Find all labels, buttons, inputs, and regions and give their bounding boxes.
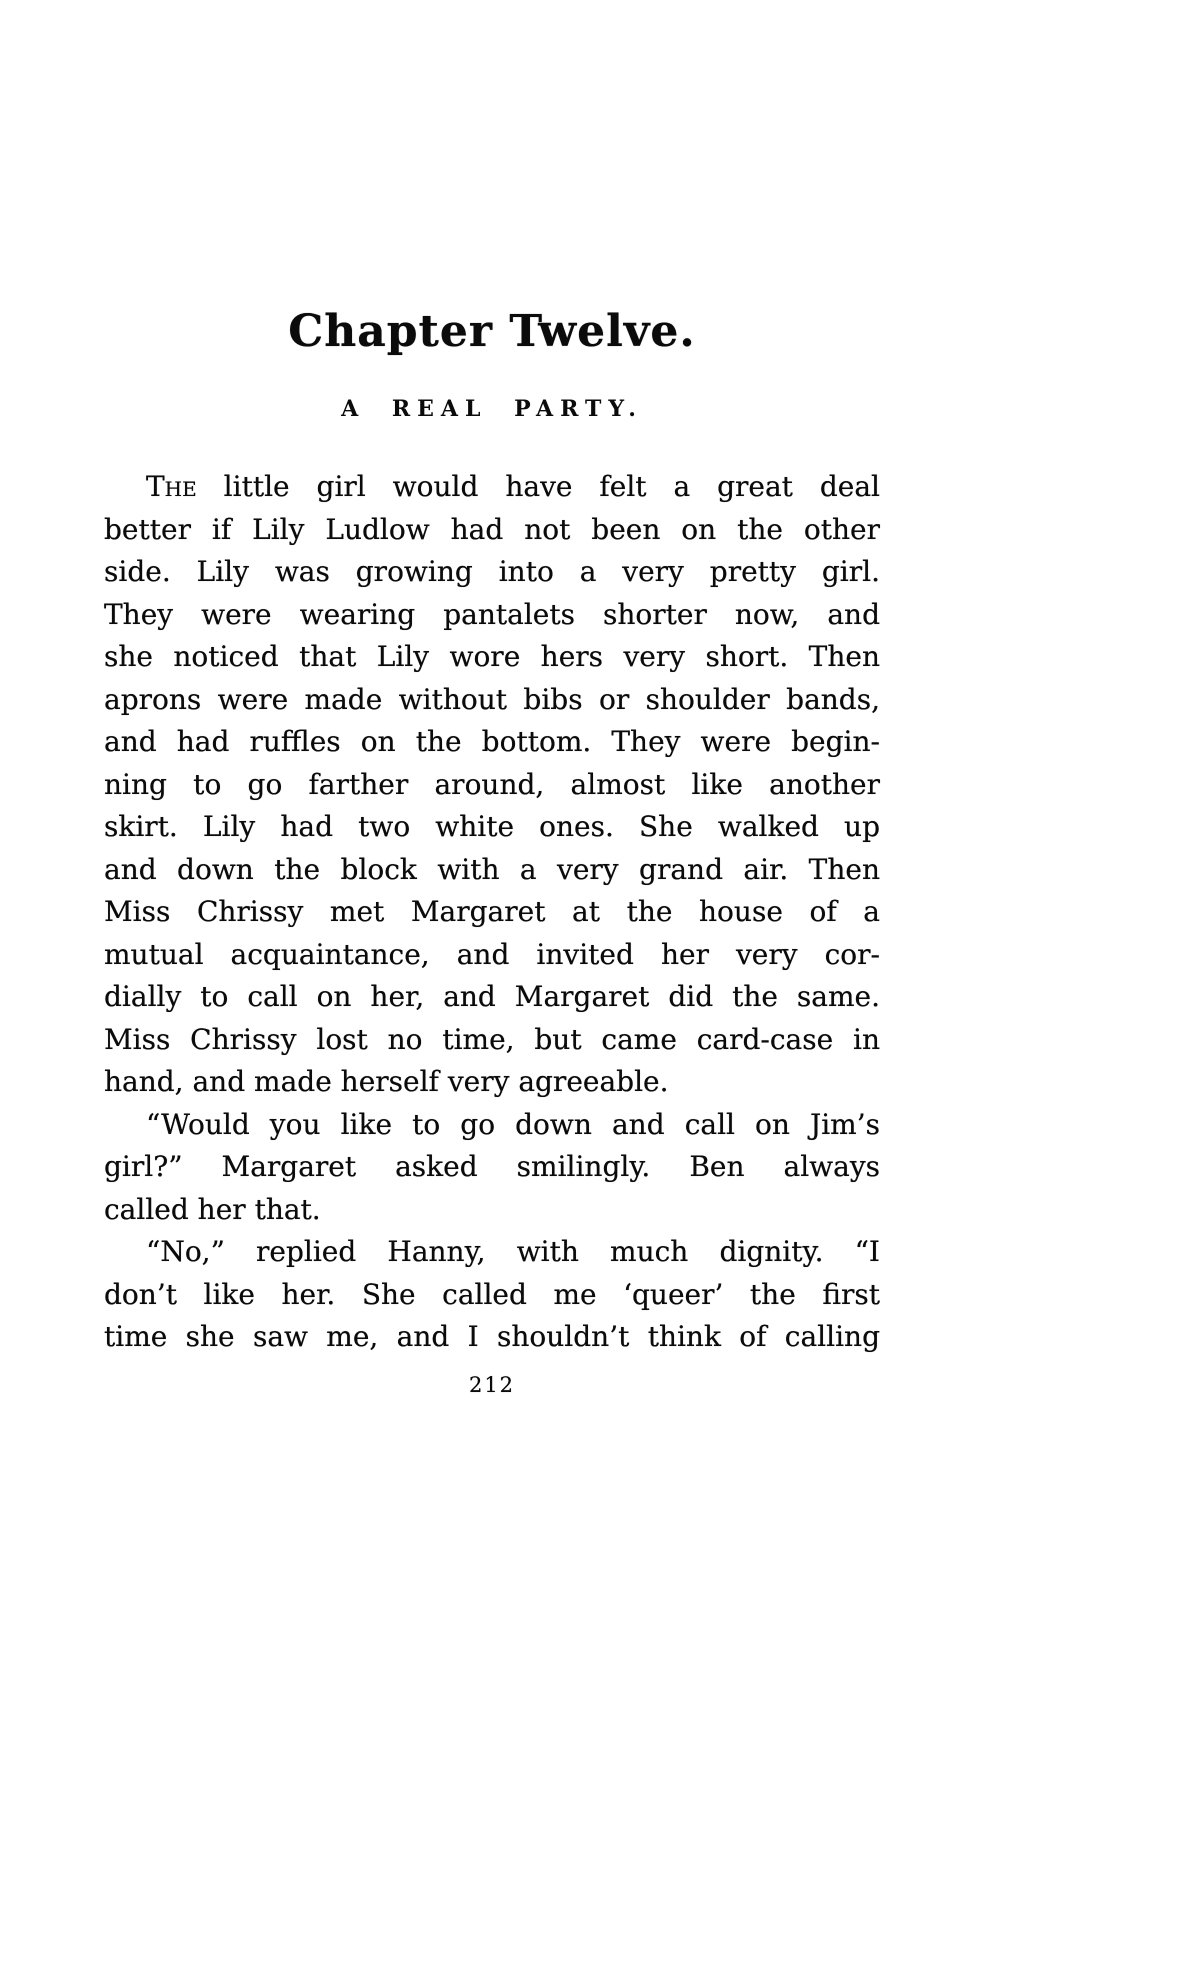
text-line: don’t like her. She called me ‘queer’ the first: [104, 1277, 880, 1311]
text-line: girl?” Margaret asked smilingly. Ben always: [104, 1150, 880, 1183]
page-number: 212: [468, 1372, 516, 1397]
text-line: Miss Chrissy met Margaret at the house of a: [104, 895, 880, 928]
text-line: mutual acquaintance, and invited her very cor-: [104, 937, 880, 971]
text-line: time she saw me, and I shouldn’t think of calling: [104, 1320, 880, 1353]
text-line: better if Lily Ludlow had not been on the other: [104, 512, 880, 546]
text-line: hand, and made herself very agreeable.: [104, 1065, 669, 1098]
paragraph: [104, 1104, 880, 1232]
text-line: The little girl would have felt a great deal: [146, 470, 880, 503]
text-line: called her that.: [104, 1192, 321, 1226]
text-line: “No,” replied Hanny, with much dignity. “I: [146, 1235, 880, 1268]
body-text: [104, 466, 880, 1359]
text-column: [104, 0, 880, 1397]
section-subtitle: A REAL PARTY.: [341, 396, 643, 422]
paragraph: [104, 466, 880, 1104]
text-line: They were wearing pantalets shorter now, and: [104, 597, 880, 631]
text-line: aprons were made without bibs or shoulder bands,: [104, 682, 880, 716]
text-line: and down the block with a very grand air. Then: [104, 852, 880, 886]
text-line: Miss Chrissy lost no time, but came card-case in: [104, 1022, 880, 1056]
text-line: ning to go farther around, almost like another: [104, 767, 880, 801]
text-line: “Would you like to go down and call on Jim’s: [146, 1107, 880, 1141]
text-line: dially to call on her, and Margaret did the same.: [104, 980, 880, 1013]
text-line: side. Lily was growing into a very pretty girl.: [104, 555, 880, 588]
text-line: she noticed that Lily wore hers very short. Then: [104, 640, 880, 673]
text-line: and had ruffles on the bottom. They were begin-: [104, 725, 880, 758]
chapter-heading: Chapter Twelve.: [288, 306, 696, 357]
text-line: skirt. Lily had two white ones. She walked up: [104, 810, 880, 843]
paragraph-lead-word: The: [146, 470, 197, 503]
paragraph: [104, 1231, 880, 1359]
